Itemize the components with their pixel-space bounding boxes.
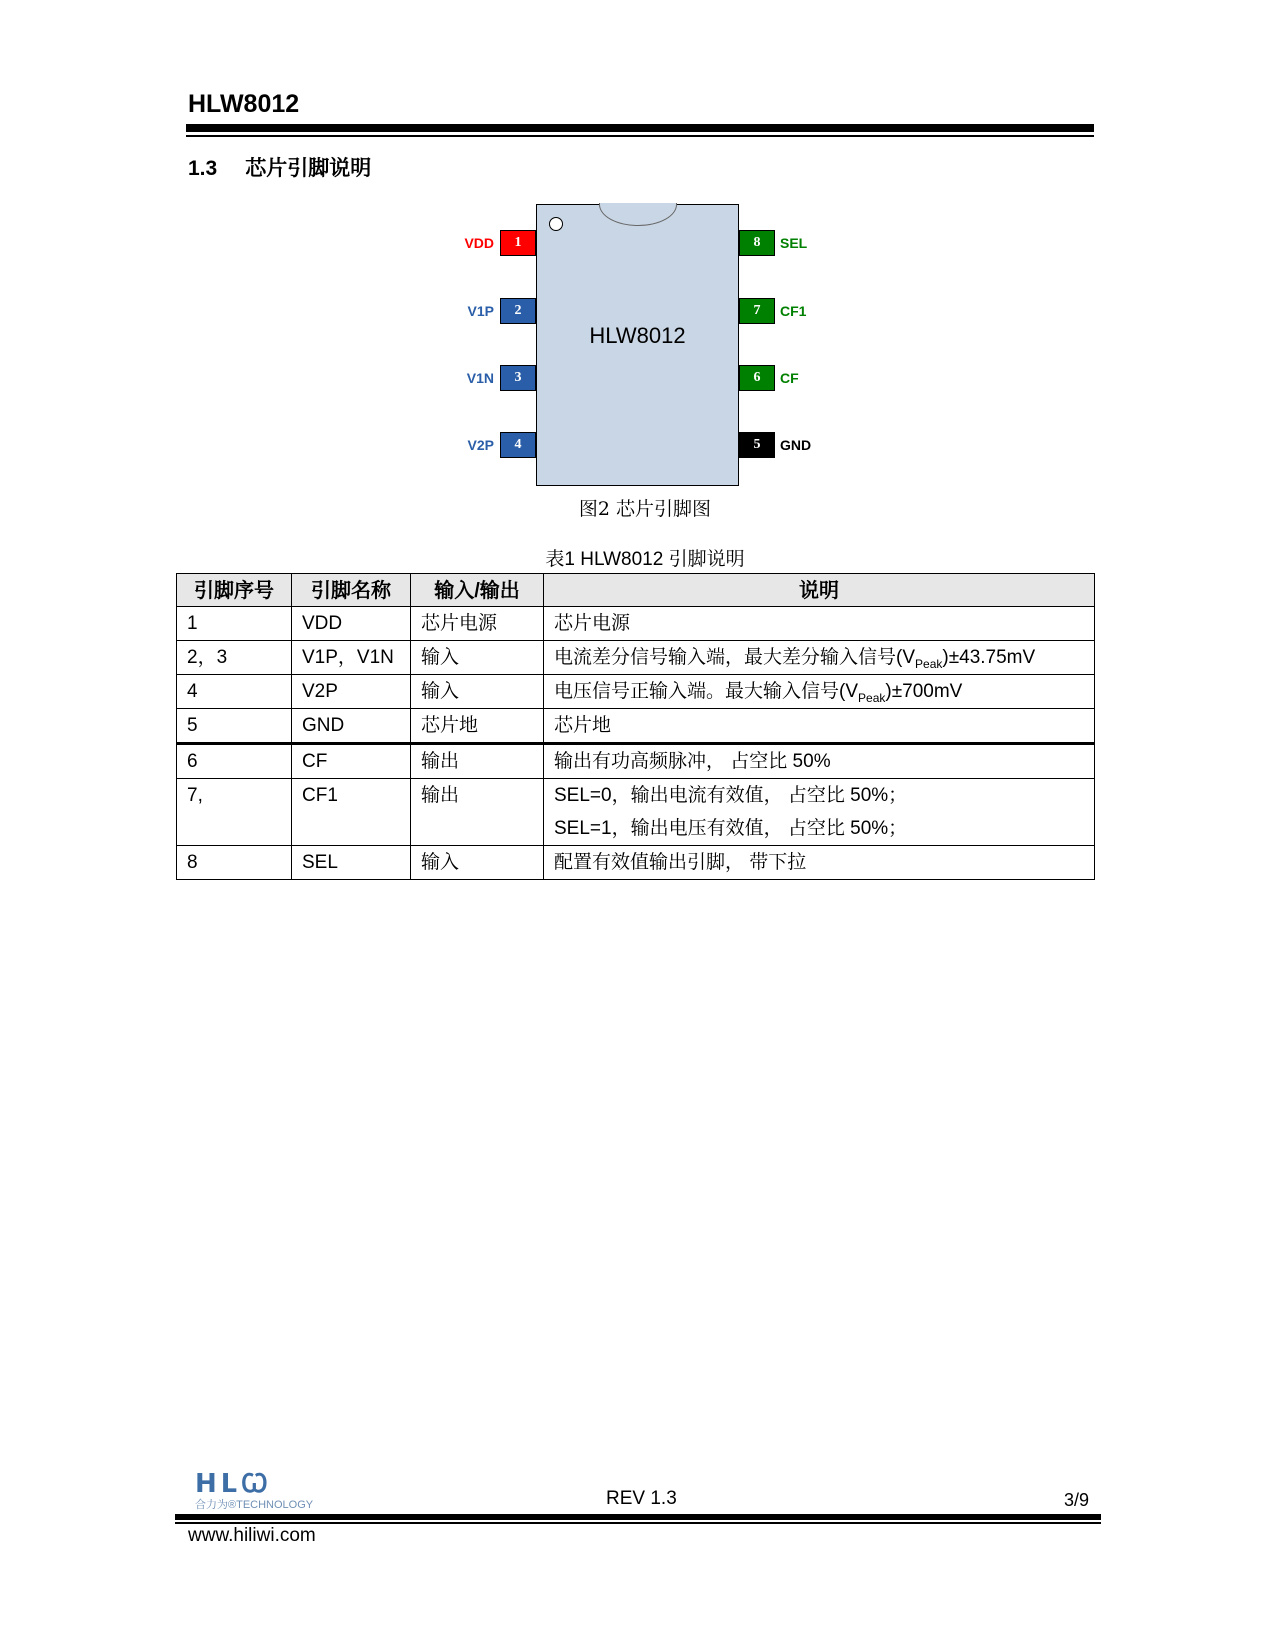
cell-description: [544, 607, 1095, 641]
desc-line: 配置有效值输出引脚， 带下拉: [554, 852, 807, 873]
table-header-row: [177, 574, 1095, 607]
desc-text: )±43.75mV: [942, 647, 1036, 668]
section-number: 1.3: [188, 157, 218, 180]
header-io: 输入/输出: [411, 574, 544, 607]
cell-io: 输入: [411, 641, 544, 675]
subscript: Peak: [915, 656, 943, 671]
cell-io: 输出: [411, 744, 544, 779]
pin-label-sel: SEL: [780, 235, 808, 251]
cell-name: V2P: [292, 675, 411, 709]
pin-5: 5: [739, 432, 775, 458]
cell-description: [544, 641, 1095, 675]
pin-label-v1n: V1N: [466, 370, 494, 386]
chip-body: [536, 204, 739, 486]
header-pin-number: 引脚序号: [177, 574, 292, 607]
header-description: 说明: [544, 574, 1095, 607]
table-row: [177, 779, 1095, 846]
header-rule-thin: [186, 135, 1094, 137]
cell-num: 7,: [177, 779, 292, 846]
pin-label-v1p: V1P: [467, 303, 494, 319]
footer-rule-thin: [175, 1522, 1101, 1524]
pin-label-cf: CF: [780, 370, 799, 386]
figure-caption: 图2 芯片引脚图: [578, 498, 712, 520]
pin-label-v2p: V2P: [467, 437, 494, 453]
cell-name: VDD: [292, 607, 411, 641]
table-row: [177, 709, 1095, 744]
desc-text: 电压信号正输入端。最大输入信号(V: [554, 681, 859, 702]
footer-rule: [175, 1514, 1101, 1520]
table-row: [177, 846, 1095, 880]
cell-description: [544, 779, 1095, 846]
cell-io: 输入: [411, 675, 544, 709]
cell-num: 1: [177, 607, 292, 641]
desc-text: 电流差分信号输入端，最大差分输入信号(V: [554, 647, 916, 668]
table-row: [177, 675, 1095, 709]
cell-io: 芯片地: [411, 709, 544, 744]
pin-8: 8: [739, 230, 775, 256]
table-row: [177, 641, 1095, 675]
logo-subtitle: 合力为®TECHNOLOGY: [195, 1499, 314, 1511]
desc-line: 芯片电源: [554, 613, 631, 634]
table-caption: 表1 HLW8012 引脚说明: [545, 549, 745, 570]
table-row: [177, 607, 1095, 641]
pin-7: 7: [739, 298, 775, 324]
cell-description: [544, 709, 1095, 744]
cell-io: 芯片电源: [411, 607, 544, 641]
pin-label-gnd: GND: [780, 437, 812, 453]
cell-name: GND: [292, 709, 411, 744]
chip-label: HLW8012: [589, 323, 686, 348]
cell-io: 输出: [411, 779, 544, 846]
chip-notch: [599, 203, 677, 226]
pin-description-table: [176, 573, 1095, 880]
cell-io: 输入: [411, 846, 544, 880]
pin-label-cf1: CF1: [780, 303, 807, 319]
cell-num: 2，3: [177, 641, 292, 675]
section-heading: [188, 152, 399, 182]
pin-3: 3: [500, 365, 536, 391]
document-title: HLW8012: [188, 90, 300, 118]
cell-name: SEL: [292, 846, 411, 880]
cell-num: 5: [177, 709, 292, 744]
cell-num: 4: [177, 675, 292, 709]
cell-name: CF1: [292, 779, 411, 846]
cell-name: CF: [292, 744, 411, 779]
section-title: 芯片引脚说明: [245, 157, 372, 180]
desc-line: SEL=1，输出电压有效值， 占空比 50%；: [554, 818, 908, 839]
cell-description: [544, 675, 1095, 709]
pin-label-vdd: VDD: [464, 235, 494, 251]
pin-2: 2: [500, 298, 536, 324]
company-logo: [195, 1470, 315, 1512]
cell-name: V1P，V1N: [292, 641, 411, 675]
table-row: [177, 744, 1095, 779]
page-number: 3/9: [1064, 1490, 1090, 1510]
subscript: Peak: [858, 690, 886, 705]
cell-num: 6: [177, 744, 292, 779]
pin-6: 6: [739, 365, 775, 391]
desc-line: SEL=0，输出电流有效值， 占空比 50%；: [554, 785, 908, 806]
header-rule: [186, 124, 1094, 132]
pin-4: 4: [500, 432, 536, 458]
pin-1: 1: [500, 230, 536, 256]
website-link[interactable]: www.hiliwi.com: [188, 1525, 316, 1546]
cell-description: [544, 744, 1095, 779]
cell-num: 8: [177, 846, 292, 880]
revision: REV 1.3: [606, 1488, 677, 1509]
cell-description: [544, 846, 1095, 880]
logo-mark: ᕼᒪꞶ: [195, 1468, 272, 1498]
desc-text: )±700mV: [885, 681, 963, 702]
desc-line: 输出有功高频脉冲， 占空比 50%: [554, 751, 831, 772]
pin1-marker: [549, 217, 563, 231]
header-pin-name: 引脚名称: [292, 574, 411, 607]
desc-line: 芯片地: [554, 715, 612, 736]
